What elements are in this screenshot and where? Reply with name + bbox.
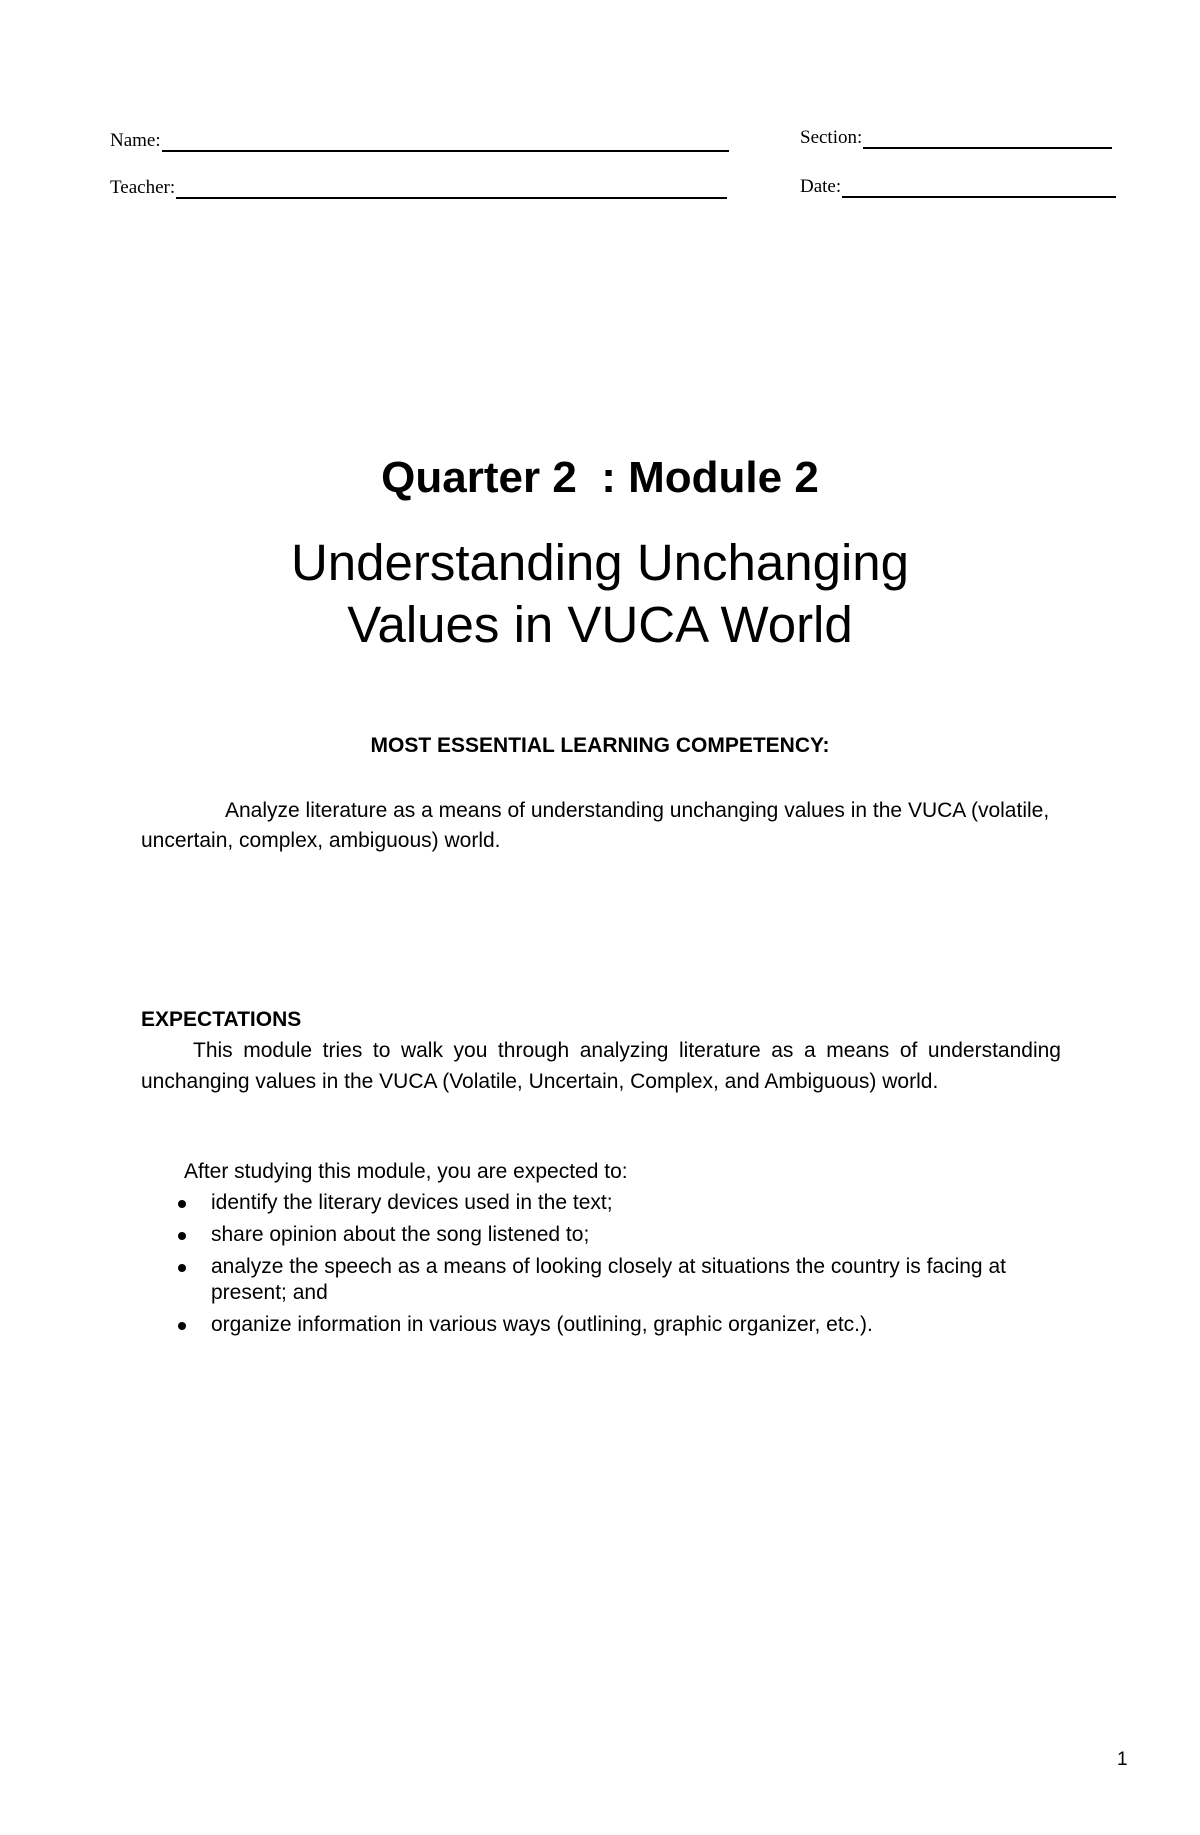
objectives-list (141, 1190, 1021, 1344)
bullet-icon (178, 1322, 186, 1330)
bullet-icon (178, 1264, 186, 1272)
melc-text: Analyze literature as a means of understanding unchanging values in the VUCA (volatile, uncertain, complex, ambiguous) world. (141, 799, 1050, 852)
module-subtitle (0, 532, 1200, 656)
page-number: 1 (1117, 1749, 1128, 1770)
melc-heading: MOST ESSENTIAL LEARNING COMPETENCY: (370, 734, 830, 757)
list-item (141, 1222, 1021, 1248)
date-label: Date: (800, 176, 842, 197)
name-label: Name: (110, 130, 161, 151)
list-item-text: share opinion about the song listened to; (211, 1223, 590, 1246)
list-item-text: organize information in various ways (outlining, graphic organizer, etc.). (211, 1313, 873, 1336)
name-blank-line[interactable] (162, 134, 729, 152)
date-field (800, 176, 1116, 198)
name-field (110, 130, 729, 152)
module-title: Quarter 2 : Module 2 (381, 453, 819, 502)
list-item (141, 1254, 1021, 1306)
teacher-blank-line[interactable] (176, 181, 727, 199)
subtitle-line-2: Values in VUCA World (347, 596, 853, 653)
expectations-heading: EXPECTATIONS (141, 1008, 302, 1031)
expectations-text: This module tries to walk you through analyzing literature as a means of understanding unchanging values in the VUCA (Volatile, Uncertain, Complex, and Ambiguous) world. (141, 1039, 1061, 1093)
bullet-icon (178, 1232, 186, 1240)
list-item-text: identify the literary devices used in the text; (211, 1191, 613, 1214)
list-item-text: analyze the speech as a means of looking closely at situations the country is facing at present; and (211, 1255, 1006, 1304)
section-blank-line[interactable] (863, 131, 1112, 149)
list-item (141, 1190, 1021, 1216)
teacher-field (110, 177, 727, 199)
bullet-icon (178, 1200, 186, 1208)
section-label: Section: (800, 127, 863, 148)
expectations-intro: After studying this module, you are expected to: (184, 1160, 628, 1183)
date-blank-line[interactable] (842, 180, 1116, 198)
section-field (800, 127, 1112, 149)
subtitle-line-1: Understanding Unchanging (290, 534, 910, 591)
list-item (141, 1312, 1021, 1338)
teacher-label: Teacher: (110, 177, 176, 198)
